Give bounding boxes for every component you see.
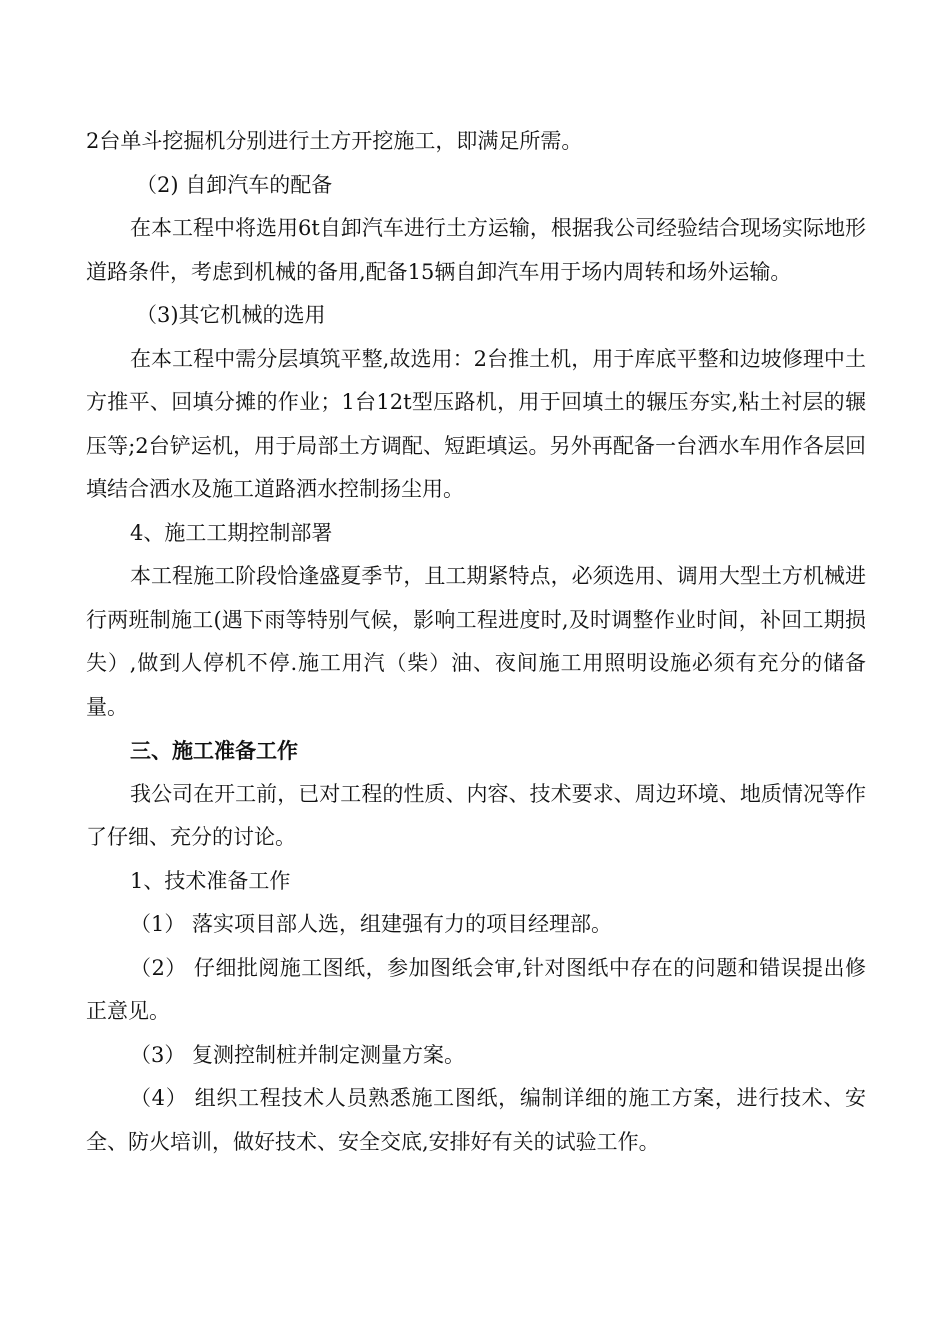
subheading-other-machinery: （3)其它机械的选用 bbox=[136, 303, 326, 327]
heading-schedule-control: 4、施工工期控制部署 bbox=[130, 520, 333, 545]
subheading-dump-truck: （2) 自卸汽车的配备 bbox=[136, 172, 333, 197]
paragraph-dump-truck: 在本工程中将选用6t自卸汽车进行土方运输，根据我公司经验结合现场实际地形道路条件，考虑到机械的备用,配备15辆自卸汽车用于场内周转和场外运输。 bbox=[86, 216, 866, 284]
document-body bbox=[86, 120, 866, 1164]
section-heading-preparation: 三、施工准备工作 bbox=[130, 738, 298, 763]
paragraph-preparation-intro: 我公司在开工前，已对工程的性质、内容、技术要求、周边环境、地质情况等作了仔细、充分的讨论。 bbox=[86, 781, 866, 849]
paragraph-schedule-control: 本工程施工阶段恰逢盛夏季节，且工期紧特点，必须选用、调用大型土方机械进行两班制施工(遇下雨等特别气候，影响工程进度时,及时调整作业时间，补回工期损失）,做到人停机不停.施工用汽（柴）油、夜间施工用照明设施必须有充分的储备量。 bbox=[86, 564, 866, 719]
list-item-4: （4） 组织工程技术人员熟悉施工图纸，编制详细的施工方案，进行技术、安全、防火培训，做好技术、安全交底,安排好有关的试验工作。 bbox=[86, 1086, 866, 1154]
heading-technical-preparation: 1、技术准备工作 bbox=[130, 868, 291, 893]
list-item-2: （2） 仔细批阅施工图纸，参加图纸会审,针对图纸中存在的问题和错误提出修正意见。 bbox=[86, 955, 866, 1023]
list-item-3: （3） 复测控制桩并制定测量方案。 bbox=[130, 1042, 466, 1067]
list-item-1: （1） 落实项目部人选，组建强有力的项目经理部。 bbox=[130, 912, 613, 936]
paragraph-other-machinery: 在本工程中需分层填筑平整,故选用：2台推土机，用于库底平整和边坡修理中土方推平、回填分摊的作业；1台12t型压路机，用于回填土的辗压夯实,粘土衬层的辗压等;2台铲运机，用于局部土方调配、短距填运。另外再配备一台洒水车用作各层回填结合洒水及施工道路洒水控制扬尘用。 bbox=[86, 346, 866, 501]
paragraph-excavator-continuation: 2台单斗挖掘机分别进行土方开挖施工，即满足所需。 bbox=[86, 129, 583, 153]
